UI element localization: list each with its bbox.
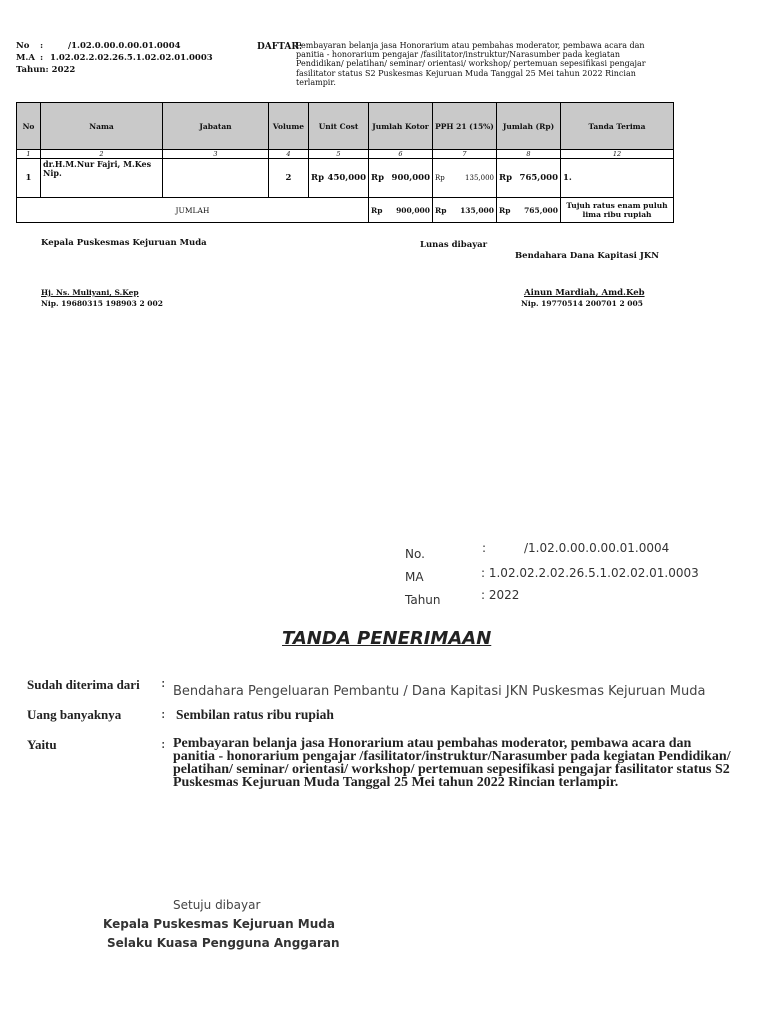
cell-volume: 2 bbox=[269, 159, 309, 198]
uang-colon: : bbox=[161, 707, 166, 722]
th-pph21: PPH 21 (15%) bbox=[433, 103, 497, 150]
cell-jabatan bbox=[163, 159, 269, 198]
colnum: 6 bbox=[369, 150, 433, 159]
th-tanda-terima: Tanda Terima bbox=[561, 103, 674, 150]
total-label: JUMLAH bbox=[17, 198, 369, 223]
total-pph bbox=[433, 198, 497, 223]
receipt-tahun-label: Tahun bbox=[405, 593, 441, 607]
th-jumlah-rp: Jumlah (Rp) bbox=[497, 103, 561, 150]
yaitu-colon: : bbox=[161, 737, 166, 752]
diterima-label: Sudah diterima dari bbox=[27, 677, 140, 692]
jumlah-value: 765,000 bbox=[519, 173, 558, 183]
cell-jumlah bbox=[497, 159, 561, 198]
table-row bbox=[17, 159, 674, 198]
kepala-title: Kepala Puskesmas Kejuruan Muda bbox=[41, 238, 207, 248]
meta-tahun-value: 2022 bbox=[51, 65, 76, 75]
colnum: 3 bbox=[163, 150, 269, 159]
total-terbilang: Tujuh ratus enam puluh lima ribu rupiah bbox=[561, 198, 674, 223]
meta-tahun-label: Tahun: bbox=[16, 65, 49, 75]
bendahara-name: Ainun Mardiah, Amd.Keb bbox=[524, 288, 645, 298]
receipt-ma-label: MA bbox=[405, 570, 424, 584]
cell-no: 1 bbox=[17, 159, 41, 198]
currency-label: Rp bbox=[499, 205, 511, 215]
total-jumlah-value: 765,000 bbox=[524, 205, 558, 215]
meta-ma-colon: : bbox=[40, 53, 44, 63]
currency-label: Rp bbox=[435, 174, 445, 182]
cell-nama: dr.H.M.Nur Fajri, M.Kes Nip. bbox=[41, 159, 163, 198]
colnum: 5 bbox=[309, 150, 369, 159]
diterima-colon: : bbox=[161, 676, 166, 691]
uang-label: Uang banyaknya bbox=[27, 707, 122, 722]
diterima-value: Bendahara Pengeluaran Pembantu / Dana Kapitasi JKN Puskesmas Kejuruan Muda bbox=[173, 684, 706, 699]
total-kotor-value: 900,000 bbox=[396, 205, 430, 215]
total-pph-value: 135,000 bbox=[460, 205, 494, 215]
payment-table bbox=[16, 102, 674, 223]
th-unit-cost: Unit Cost bbox=[309, 103, 369, 150]
th-no: No bbox=[17, 103, 41, 150]
kepala-nip: Nip. 19680315 198903 2 002 bbox=[41, 299, 163, 308]
currency-label: Rp bbox=[311, 173, 325, 183]
uang-value: Sembilan ratus ribu rupiah bbox=[176, 707, 334, 722]
meta-ma bbox=[16, 53, 213, 63]
th-nama: Nama bbox=[41, 103, 163, 150]
kepala-name: Hj. Ns. Muliyani, S.Kep bbox=[41, 288, 139, 297]
setuju-dibayar: Setuju dibayar bbox=[173, 898, 261, 912]
meta-no-colon: : bbox=[40, 41, 44, 51]
table-header-row bbox=[17, 103, 674, 150]
cell-jumlah-kotor bbox=[369, 159, 433, 198]
total-jumlah bbox=[497, 198, 561, 223]
meta-no-label: No bbox=[16, 41, 30, 51]
currency-label: Rp bbox=[499, 173, 513, 183]
lunas-dibayar: Lunas dibayar bbox=[420, 240, 488, 250]
receipt-title: TANDA PENERIMAAN bbox=[282, 628, 492, 649]
pph-value: 135,000 bbox=[465, 174, 494, 182]
meta-no bbox=[16, 41, 181, 51]
receipt-tahun-value: : 2022 bbox=[481, 588, 520, 602]
cell-unit-cost bbox=[309, 159, 369, 198]
unit-cost-value: 450,000 bbox=[327, 173, 366, 183]
colnum: 7 bbox=[433, 150, 497, 159]
currency-label: Rp bbox=[435, 205, 447, 215]
colnum: 12 bbox=[561, 150, 674, 159]
currency-label: Rp bbox=[371, 205, 383, 215]
colnum: 2 bbox=[41, 150, 163, 159]
th-jumlah-kotor: Jumlah Kotor bbox=[369, 103, 433, 150]
total-row bbox=[17, 198, 674, 223]
th-volume: Volume bbox=[269, 103, 309, 150]
receipt-no-value: /1.02.0.00.0.00.01.0004 bbox=[524, 541, 670, 555]
yaitu-value: Pembayaran belanja jasa Honorarium atau pembahas moderator, pembawa acara dan panitia - honorarium pengajar /fasilitator/instruktur/Narasumber pada kegiatan Pendidikan/ pelatihan/ seminar/ orientasi/ workshop/ pertemuan sepesifikasi pengajar fasilitator status S2 Puskesmas Kejuruan Muda Tanggal 25 Mei tahun 2022 Rincian terlampir. bbox=[173, 736, 731, 790]
meta-tahun bbox=[16, 65, 75, 75]
yaitu-label: Yaitu bbox=[27, 737, 57, 752]
bendahara-nip: Nip. 19770514 200701 2 005 bbox=[521, 299, 643, 308]
colnum: 8 bbox=[497, 150, 561, 159]
daftar-text: Pembayaran belanja jasa Honorarium atau pembahas moderator, pembawa acara dan panitia - honorarium pengajar /fasilitator/instruktur/Narasumber pada kegiatan Pendidikan/ pelatihan/ seminar/ orientasi/ workshop/ pertemuan sepesifikasi pengajar fasilitator status S2 Puskesmas Kejuruan Muda Tanggal 25 Mei tahun 2022 Rincian terlampir. bbox=[296, 41, 646, 87]
currency-label: Rp bbox=[371, 173, 385, 183]
meta-no-value: /1.02.0.00.0.00.01.0004 bbox=[68, 41, 181, 51]
receipt-kepala: Kepala Puskesmas Kejuruan Muda bbox=[103, 917, 335, 931]
receipt-no-colon: : bbox=[482, 541, 487, 555]
receipt-kuasa: Selaku Kuasa Pengguna Anggaran bbox=[107, 936, 340, 950]
cell-tanda-terima: 1. bbox=[561, 159, 674, 198]
receipt-ma-value: : 1.02.02.2.02.26.5.1.02.02.01.0003 bbox=[481, 566, 699, 580]
colnum: 4 bbox=[269, 150, 309, 159]
jumlah-kotor-value: 900,000 bbox=[391, 173, 430, 183]
total-kotor bbox=[369, 198, 433, 223]
th-jabatan: Jabatan bbox=[163, 103, 269, 150]
bendahara-title: Bendahara Dana Kapitasi JKN bbox=[515, 251, 660, 261]
daftar-label: DAFTAR: bbox=[257, 42, 303, 52]
meta-ma-value: 1.02.02.2.02.26.5.1.02.02.01.0003 bbox=[50, 53, 213, 63]
cell-pph bbox=[433, 159, 497, 198]
column-number-row bbox=[17, 150, 674, 159]
receipt-no-label: No. bbox=[405, 547, 425, 561]
meta-ma-label: M.A bbox=[16, 53, 35, 63]
colnum: 1 bbox=[17, 150, 41, 159]
